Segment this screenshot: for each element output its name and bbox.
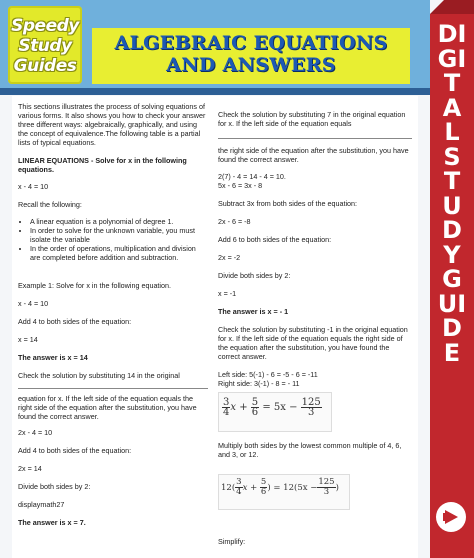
play-arrow-icon (436, 502, 466, 532)
right-side-value: Right side: 3(-1) - 8 = - 11 (218, 379, 300, 388)
book-title (92, 32, 410, 76)
check-continuation: equation for x. If the left side of the equation equals the right side of the equation after the substitution, you have found the correct answer. (18, 394, 197, 421)
plus-sign: + (250, 483, 258, 493)
close-paren: ) (267, 483, 271, 493)
speedy-study-guides-logo (8, 6, 82, 84)
equation-x-minus-4: x - 4 = 10 (18, 182, 49, 191)
denominator: 6 (251, 407, 259, 418)
rhs-open: (5x − (294, 483, 318, 493)
x-equals-14: x = 14 (18, 335, 38, 344)
check-minus-1-paragraph: Check the solution by substituting -1 in the original equation for x. If the left side of the equation equals the right side of the equation after the substitution, you have found the correct answer. (218, 325, 408, 361)
numerator: 5 (260, 477, 267, 487)
divide-by-2-step: Divide both sides by 2: (18, 482, 91, 491)
substitution-step: 2(7) - 4 = 14 - 4 = 10. (218, 172, 286, 181)
denominator: 6 (260, 487, 267, 497)
logo-line-2: Study (18, 36, 72, 56)
logo-line-1: Speedy (11, 16, 79, 36)
fraction-equation-2 (221, 478, 339, 497)
equation-2x-14: 2x = 14 (18, 464, 42, 473)
numerator: 3 (223, 397, 230, 408)
divide-by-2-step: Divide both sides by 2: (218, 271, 291, 280)
fraction-125-3 (301, 398, 322, 417)
spine-corner-fold (430, 0, 444, 14)
denominator: 4 (223, 407, 230, 418)
list-item: • A linear equation is a polynomial of degree 1. (30, 217, 208, 226)
add-6-step: Add 6 to both sides of the equation: (218, 235, 332, 244)
numerator: 125 (318, 477, 335, 487)
recall-label: Recall the following: (18, 200, 82, 209)
page-divider (218, 138, 412, 139)
example-1-label: Example 1: Solve for x in the following equation. (18, 281, 172, 290)
page-divider (18, 388, 208, 389)
header-stripe (0, 88, 430, 95)
fraction-5-6 (251, 398, 259, 417)
answer-x-7: The answer is x = 7. (18, 518, 86, 527)
check-7-paragraph: Check the solution by substituting 7 in the original equation for x. If the left side of the equation equals (218, 110, 406, 128)
open-paren: ( (231, 483, 236, 493)
list-item: • In order to solve for the unknown variable, you must isolate the variable (30, 226, 208, 244)
equation-2x-minus-4: 2x - 4 = 10 (18, 428, 53, 437)
denominator: 4 (236, 487, 242, 497)
content-panel (12, 96, 418, 558)
recall-list (18, 217, 208, 262)
equation-2x-minus-6: 2x - 6 = -8 (218, 217, 251, 226)
logo-line-3: Guides (13, 56, 77, 76)
fraction-equation-1 (222, 398, 322, 417)
fraction-125-3 (317, 478, 335, 497)
equation-5x-minus-6: 5x - 6 = 3x - 8 (218, 181, 263, 190)
equals-12: = 12 (273, 483, 294, 493)
fraction-3-4 (235, 478, 242, 497)
multiply-by-12-step: Multiply both sides by the lowest common multiple of 4, 6, and 3, or 12. (218, 441, 402, 459)
add-4-step: Add 4 to both sides of the equation: (18, 317, 132, 326)
rhs-close: ) (335, 483, 339, 493)
variable-x: x (230, 402, 237, 413)
displaymath-placeholder: displaymath27 (18, 500, 65, 509)
denominator: 3 (323, 487, 330, 497)
simplify-label: Simplify: (218, 537, 246, 546)
add-4-step-2: Add 4 to both sides of the equation: (18, 446, 132, 455)
x-equals-minus-1: x = -1 (218, 289, 237, 298)
right-side-paragraph: the right side of the equation after the substitution, you have found the correct answer. (218, 146, 409, 164)
numerator: 125 (301, 397, 321, 408)
answer-x-minus-1: The answer is x = - 1 (218, 307, 289, 316)
equation-2x-minus-2: 2x = -2 (218, 253, 241, 262)
list-item: • In the order of operations, multiplication and division are completed before addition and subtraction. (30, 244, 208, 262)
numerator: 3 (236, 477, 242, 487)
variable-x: x (242, 483, 248, 493)
check-14-line: Check the solution by substituting 14 in the original (18, 371, 180, 380)
linear-equations-heading: LINEAR EQUATIONS - Solve for x in the following equations. (18, 156, 187, 174)
answer-x-14: The answer is x = 14 (18, 353, 88, 362)
subtract-3x-step: Subtract 3x from both sides of the equation: (218, 199, 358, 208)
spine-label: DIGITAL STUDY GUIDE (437, 20, 467, 367)
plus-sign: + (239, 402, 248, 413)
numerator: 5 (251, 397, 259, 408)
equation-x-minus-4-again: x - 4 = 10 (18, 299, 49, 308)
intro-paragraph: This sections illustrates the process of solving equations of various forms. It also shows you how to check your answer three different ways: algebraically, graphically, and using the concept of equivalence.The following table is a partial lists of typical equations. (18, 102, 206, 147)
left-side-value: Left side: 5(-1) - 6 = -5 - 6 = -11 (218, 370, 318, 379)
title-line-2: AND ANSWERS (166, 54, 336, 76)
denominator: 3 (308, 407, 315, 418)
coefficient-12: 12 (221, 483, 232, 493)
title-line-1: ALGEBRAIC EQUATIONS (114, 32, 388, 54)
equals-5x-minus: = 5x − (262, 402, 298, 413)
